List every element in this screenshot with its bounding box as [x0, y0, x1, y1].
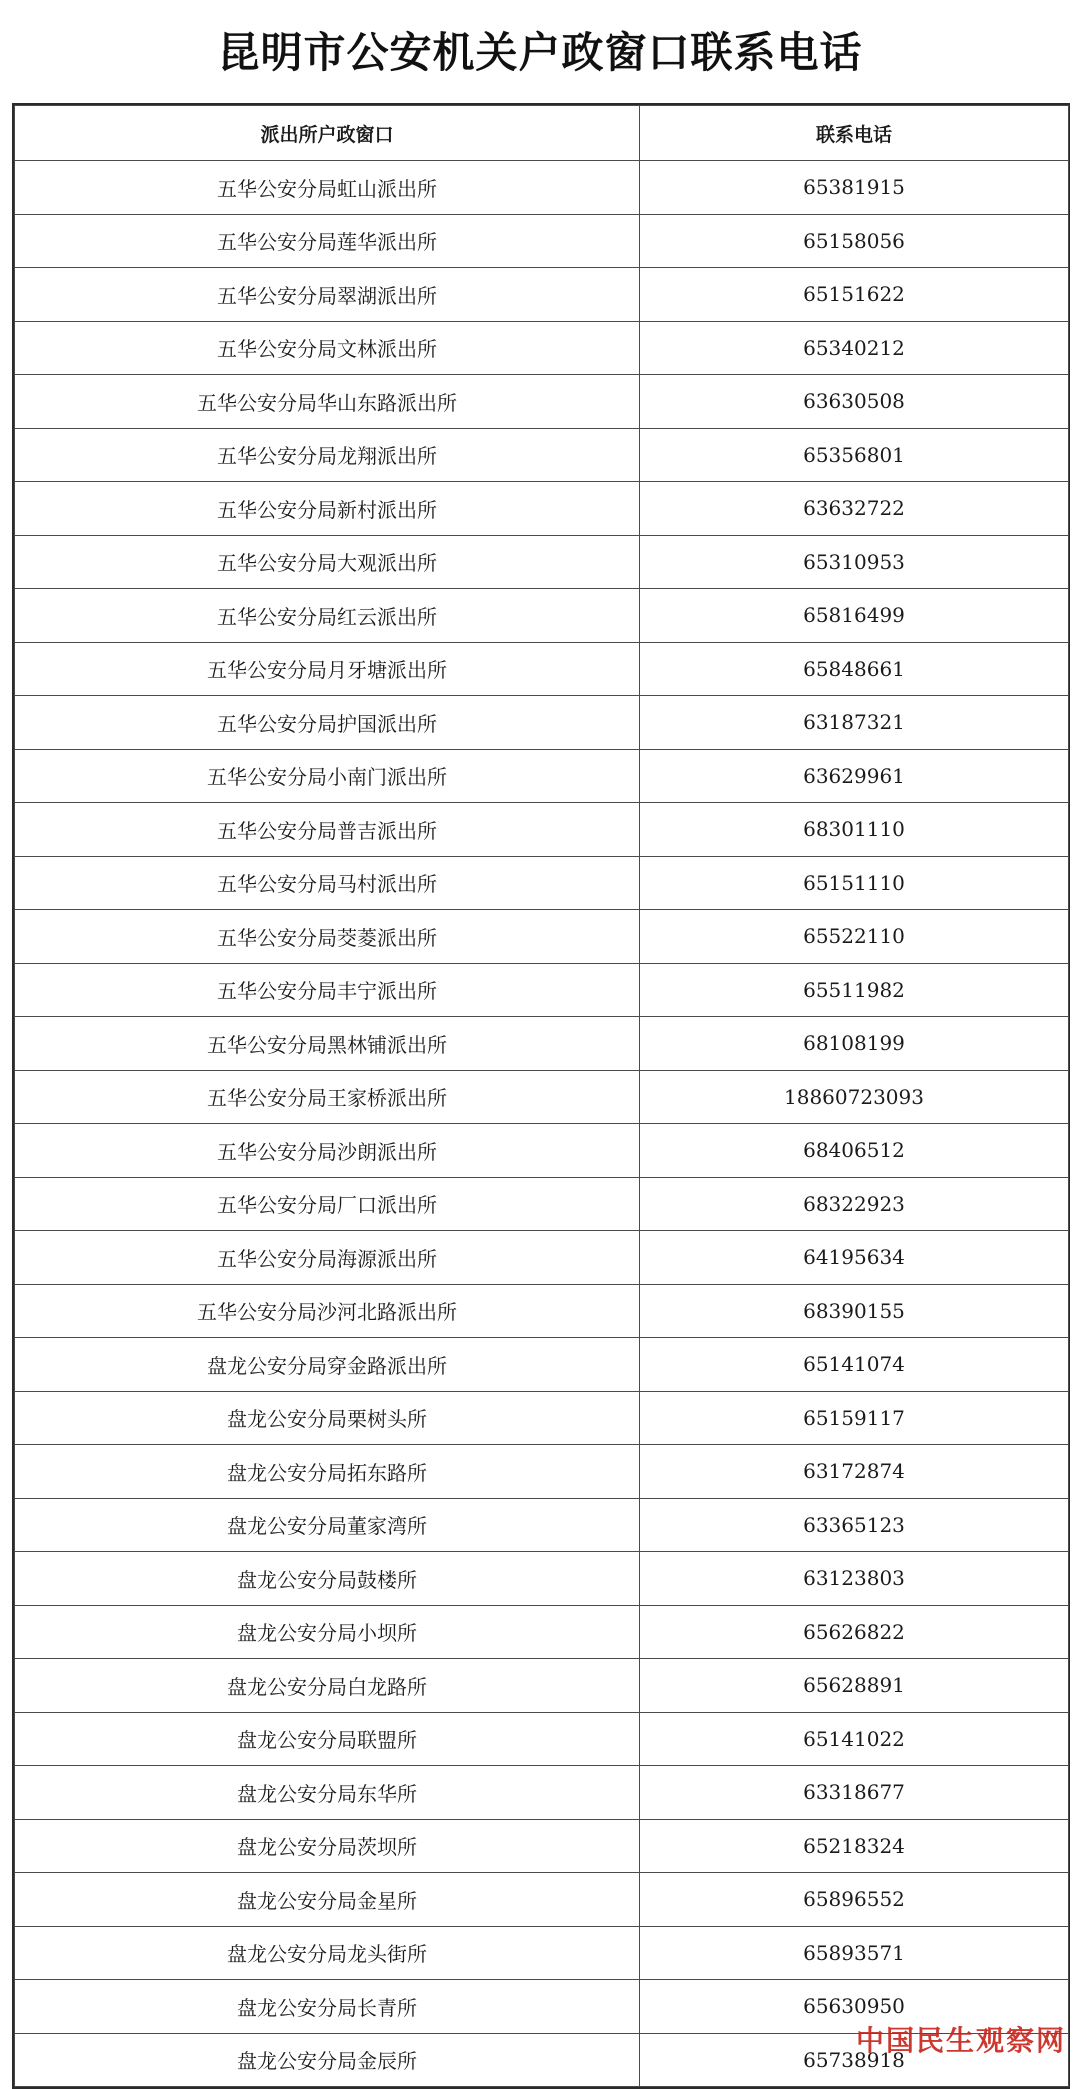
page-title: 昆明市公安机关户政窗口联系电话: [217, 28, 863, 77]
phone-number-cell: 65151110: [640, 856, 1069, 910]
contact-table-container: [12, 103, 1070, 2089]
office-name-cell: 盘龙公安分局茨坝所: [15, 1819, 640, 1873]
phone-number-cell: 68322923: [640, 1177, 1069, 1231]
office-name-cell: 盘龙公安分局穿金路派出所: [15, 1338, 640, 1392]
table-row: [15, 161, 1069, 215]
table-row: [15, 1605, 1069, 1659]
office-name-cell: 五华公安分局翠湖派出所: [15, 268, 640, 322]
office-name-cell: 五华公安分局莲华派出所: [15, 214, 640, 268]
table-row: [15, 535, 1069, 589]
phone-number-cell: 65151622: [640, 268, 1069, 322]
office-name-cell: 盘龙公安分局东华所: [15, 1766, 640, 1820]
table-row: [15, 1017, 1069, 1071]
office-name-cell: 五华公安分局红云派出所: [15, 589, 640, 643]
office-name-cell: 盘龙公安分局栗树头所: [15, 1391, 640, 1445]
phone-number-cell: 65356801: [640, 428, 1069, 482]
phone-number-cell: 65522110: [640, 910, 1069, 964]
table-row: [15, 696, 1069, 750]
phone-number-cell: 65381915: [640, 161, 1069, 215]
table-row: [15, 1231, 1069, 1285]
office-name-cell: 盘龙公安分局拓东路所: [15, 1445, 640, 1499]
table-row: [15, 803, 1069, 857]
phone-number-cell: 65848661: [640, 642, 1069, 696]
table-row: [15, 1552, 1069, 1606]
phone-number-cell: 65896552: [640, 1873, 1069, 1927]
office-name-cell: 盘龙公安分局龙头街所: [15, 1926, 640, 1980]
office-name-cell: 五华公安分局护国派出所: [15, 696, 640, 750]
table-row: [15, 1070, 1069, 1124]
contact-table: [14, 105, 1069, 2087]
office-name-cell: 五华公安分局虹山派出所: [15, 161, 640, 215]
office-name-cell: 五华公安分局龙翔派出所: [15, 428, 640, 482]
office-name-cell: 五华公安分局新村派出所: [15, 482, 640, 536]
office-name-cell: 五华公安分局沙朗派出所: [15, 1124, 640, 1178]
phone-number-cell: 65218324: [640, 1819, 1069, 1873]
table-row: [15, 642, 1069, 696]
phone-number-cell: 63629961: [640, 749, 1069, 803]
office-name-cell: 五华公安分局王家桥派出所: [15, 1070, 640, 1124]
phone-number-cell: 65630950: [640, 1980, 1069, 2034]
phone-number-cell: 65159117: [640, 1391, 1069, 1445]
phone-number-cell: 65626822: [640, 1605, 1069, 1659]
phone-number-cell: 63318677: [640, 1766, 1069, 1820]
office-name-cell: 五华公安分局丰宁派出所: [15, 963, 640, 1017]
table-header: [15, 106, 1069, 161]
table-row: [15, 1284, 1069, 1338]
office-name-cell: 盘龙公安分局白龙路所: [15, 1659, 640, 1713]
office-name-cell: 盘龙公安分局鼓楼所: [15, 1552, 640, 1606]
phone-number-cell: 63187321: [640, 696, 1069, 750]
table-row: [15, 1926, 1069, 1980]
table-row: [15, 321, 1069, 375]
table-row: [15, 1766, 1069, 1820]
office-name-cell: 五华公安分局小南门派出所: [15, 749, 640, 803]
header-row: [15, 106, 1069, 161]
phone-number-cell: 65141074: [640, 1338, 1069, 1392]
office-name-cell: 五华公安分局黑林铺派出所: [15, 1017, 640, 1071]
phone-number-cell: 65310953: [640, 535, 1069, 589]
table-row: [15, 268, 1069, 322]
office-name-cell: 五华公安分局文林派出所: [15, 321, 640, 375]
phone-number-cell: 68390155: [640, 1284, 1069, 1338]
phone-number-cell: 63123803: [640, 1552, 1069, 1606]
column-header-phone: 联系电话: [640, 106, 1069, 161]
phone-number-cell: 63172874: [640, 1445, 1069, 1499]
phone-number-cell: 63365123: [640, 1498, 1069, 1552]
office-name-cell: 盘龙公安分局金辰所: [15, 2033, 640, 2087]
table-row: [15, 910, 1069, 964]
office-name-cell: 五华公安分局沙河北路派出所: [15, 1284, 640, 1338]
phone-number-cell: 65738918: [640, 2033, 1069, 2087]
phone-number-cell: 65816499: [640, 589, 1069, 643]
table-row: [15, 1445, 1069, 1499]
table-row: [15, 1819, 1069, 1873]
office-name-cell: 盘龙公安分局长青所: [15, 1980, 640, 2034]
office-name-cell: 盘龙公安分局金星所: [15, 1873, 640, 1927]
table-row: [15, 1712, 1069, 1766]
phone-number-cell: 65158056: [640, 214, 1069, 268]
office-name-cell: 五华公安分局厂口派出所: [15, 1177, 640, 1231]
office-name-cell: 五华公安分局普吉派出所: [15, 803, 640, 857]
table-row: [15, 1338, 1069, 1392]
table-row: [15, 1391, 1069, 1445]
table-row: [15, 1873, 1069, 1927]
table-row: [15, 856, 1069, 910]
table-row: [15, 749, 1069, 803]
table-row: [15, 589, 1069, 643]
office-name-cell: 五华公安分局马村派出所: [15, 856, 640, 910]
table-row: [15, 1177, 1069, 1231]
phone-number-cell: 68108199: [640, 1017, 1069, 1071]
table-row: [15, 963, 1069, 1017]
phone-number-cell: 65628891: [640, 1659, 1069, 1713]
phone-number-cell: 68301110: [640, 803, 1069, 857]
phone-number-cell: 63630508: [640, 375, 1069, 429]
table-row: [15, 1659, 1069, 1713]
site-watermark: 中国民生观察网: [855, 2024, 1066, 2057]
phone-number-cell: 65511982: [640, 963, 1069, 1017]
office-name-cell: 五华公安分局华山东路派出所: [15, 375, 640, 429]
phone-number-cell: 65340212: [640, 321, 1069, 375]
phone-number-cell: 18860723093: [640, 1070, 1069, 1124]
table-row: [15, 1124, 1069, 1178]
table-row: [15, 428, 1069, 482]
table-body: [15, 161, 1069, 2087]
phone-number-cell: 68406512: [640, 1124, 1069, 1178]
office-name-cell: 五华公安分局海源派出所: [15, 1231, 640, 1285]
phone-number-cell: 64195634: [640, 1231, 1069, 1285]
table-row: [15, 375, 1069, 429]
phone-number-cell: 63632722: [640, 482, 1069, 536]
table-row: [15, 1498, 1069, 1552]
table-row: [15, 482, 1069, 536]
phone-number-cell: 65141022: [640, 1712, 1069, 1766]
office-name-cell: 五华公安分局月牙塘派出所: [15, 642, 640, 696]
table-row: [15, 214, 1069, 268]
office-name-cell: 五华公安分局茭菱派出所: [15, 910, 640, 964]
column-header-office: 派出所户政窗口: [15, 106, 640, 161]
office-name-cell: 盘龙公安分局董家湾所: [15, 1498, 640, 1552]
phone-number-cell: 65893571: [640, 1926, 1069, 1980]
office-name-cell: 盘龙公安分局联盟所: [15, 1712, 640, 1766]
office-name-cell: 盘龙公安分局小坝所: [15, 1605, 640, 1659]
office-name-cell: 五华公安分局大观派出所: [15, 535, 640, 589]
